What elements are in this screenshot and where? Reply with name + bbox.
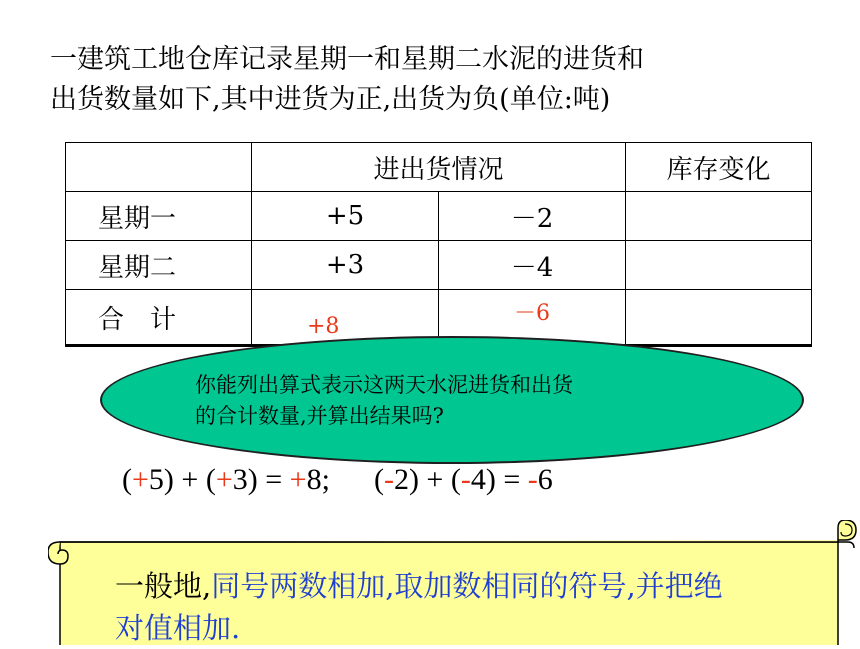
table-header-row [66,143,812,192]
eq-text: 5) + ( [148,463,216,496]
problem-line-1: 一建筑工地仓库记录星期一和星期二水泥的进货和 [50,44,644,75]
eq-sign: + [289,463,307,496]
table-row [66,192,812,241]
change-value [626,241,812,290]
rule-highlight: 同号两数相加,取加数相同的符号,并把绝 [211,569,723,603]
out-value: －4 [439,241,626,290]
eq-text: 8; [306,463,330,496]
eq-sign: - [527,463,538,496]
out-value: －2 [439,192,626,241]
rule-line-1 [115,565,815,607]
question-line-2: 的合计数量,并算出结果吗? [195,404,444,428]
eq-text: 4) = [470,463,528,496]
eq-sign: - [460,463,471,496]
eq-text: 3) = [232,463,290,496]
equations [122,463,553,497]
question-text [195,370,755,432]
problem-line-2: 出货数量如下,其中进货为正,出货为负(单位:吨) [50,84,611,115]
rule-text [115,565,815,649]
in-total: +8 [307,314,340,339]
change-value [626,290,812,346]
row-label: 合 计 [66,290,252,346]
equation-positive [122,463,330,496]
eq-text: 6 [537,463,553,496]
eq-text: ( [373,463,384,496]
header-in-out: 进出货情况 [252,143,626,192]
in-value: +5 [252,192,439,241]
change-value [626,192,812,241]
header-stock-change: 库存变化 [626,143,812,192]
in-value: +3 [252,241,439,290]
question-line-1: 你能列出算式表示这两天水泥进货和出货 [195,373,573,397]
out-total: －6 [514,301,550,326]
header-empty-cell [66,143,252,192]
equation-negative [374,463,553,496]
table-row [66,241,812,290]
eq-sign: + [215,463,233,496]
eq-text: 2) + ( [393,463,461,496]
rule-prefix: 一般地, [115,569,212,603]
eq-text: ( [122,463,132,496]
rule-line-2: 对值相加. [115,611,241,645]
row-label: 星期一 [66,192,252,241]
problem-statement [50,40,810,120]
cement-table [65,142,812,347]
row-label: 星期二 [66,241,252,290]
eq-sign: - [383,463,394,496]
eq-sign: + [132,463,149,496]
